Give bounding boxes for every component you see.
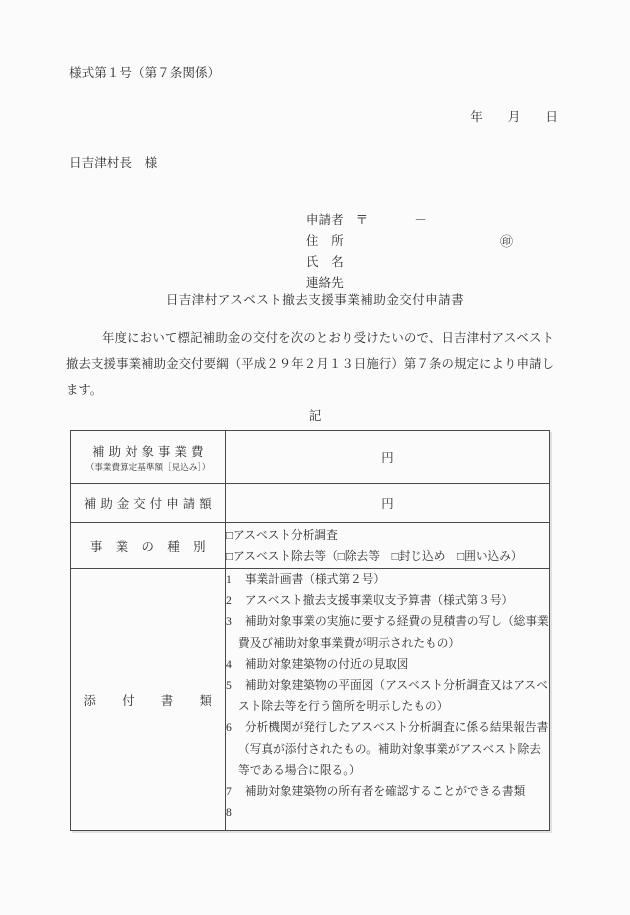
applicant-address-row bbox=[287, 210, 427, 248]
project-cost-label-cell bbox=[71, 431, 226, 484]
attachment-number: 8 bbox=[226, 806, 232, 820]
attachment-number: 4 bbox=[226, 657, 232, 671]
attachment-text: 補助対象建築物の付近の見取図 bbox=[244, 657, 409, 671]
date-day-label: 日 bbox=[545, 110, 558, 124]
applicant-label: 申請者 bbox=[305, 213, 344, 227]
attachments-label: 添 付 書 類 bbox=[83, 693, 213, 708]
attachment-item-4 bbox=[226, 654, 549, 675]
date-line bbox=[470, 106, 558, 125]
project-cost-sublabel: （事業費算定基準額［見込み］） bbox=[85, 461, 211, 472]
attachment-item-2 bbox=[226, 590, 549, 611]
project-type-label-cell bbox=[71, 523, 226, 569]
name-label: 氏 名 bbox=[305, 255, 344, 269]
applicant-block bbox=[287, 189, 514, 290]
row-project-cost bbox=[71, 431, 550, 484]
attachment-text: 事業計画書（様式第２号） bbox=[244, 573, 386, 586]
grant-amount-value-cell bbox=[226, 484, 550, 523]
attachment-text: 補助対象建築物の平面図（アスベスト分析調査又はアスベスト除去等を行う箇所を明示したもの） bbox=[238, 679, 548, 714]
project-cost-value-cell bbox=[226, 431, 550, 484]
contact-label: 連絡先 bbox=[305, 276, 344, 290]
address-label: 住 所 bbox=[305, 234, 344, 248]
attachment-text: 補助対象事業の実施に要する経費の見積書の写し（総事業費及び補助対象事業費が明示されたもの） bbox=[238, 615, 549, 650]
postal-mark-icon: 〒 bbox=[355, 213, 369, 227]
postal-code-dash: － bbox=[414, 213, 427, 227]
applicant-name-row bbox=[287, 231, 514, 269]
applicant-contact-row bbox=[287, 252, 427, 290]
application-table bbox=[70, 430, 550, 831]
option-removal-checkbox-line: □アスベスト除去等（□除去等 □封じ込め □囲い込み） bbox=[226, 549, 523, 563]
note-heading: 記 bbox=[308, 409, 322, 423]
attachment-item-3 bbox=[226, 611, 549, 653]
attachment-text: 補助対象建築物の所有者を確認することができる書類 bbox=[244, 785, 526, 799]
row-attachments bbox=[71, 569, 550, 831]
grant-amount-label-cell bbox=[71, 484, 226, 523]
attachment-text: 分析機関が発行したアスベスト分析調査に係る結果報告書（写真が添付されたもの。補助対象事業がアスベスト除去等である場合に限る。） bbox=[238, 721, 549, 777]
attachment-number: 7 bbox=[226, 785, 232, 799]
row-grant-amount bbox=[71, 484, 550, 523]
attachment-item-5 bbox=[226, 675, 549, 717]
attachment-item-6 bbox=[226, 717, 549, 781]
attachment-number: 2 bbox=[226, 594, 232, 608]
date-month-label: 月 bbox=[507, 110, 521, 124]
option-analysis-checkbox-line: □アスベスト分析調査 bbox=[226, 528, 338, 542]
attachment-number: 1 bbox=[226, 573, 232, 586]
grant-amount-unit: 円 bbox=[381, 497, 394, 511]
project-cost-label: 補 助 対 象 事 業 費 bbox=[92, 444, 204, 459]
attachment-item-8 bbox=[226, 802, 549, 823]
project-cost-unit: 円 bbox=[381, 451, 394, 465]
attachment-number: 6 bbox=[226, 721, 232, 735]
attachment-item-7 bbox=[226, 781, 549, 802]
applicant-postal-row bbox=[287, 189, 427, 227]
document-title: 日吉津村アスベスト撤去支援事業補助金交付申請書 bbox=[165, 293, 465, 307]
row-project-type bbox=[71, 523, 550, 569]
attachments-list-cell bbox=[226, 569, 550, 831]
attachment-number: 3 bbox=[226, 615, 232, 629]
attachment-number: 5 bbox=[226, 679, 232, 693]
seal-mark-icon: ㊞ bbox=[500, 234, 514, 249]
addressee: 日吉津村長 様 bbox=[69, 156, 158, 170]
body-paragraph: 年度において標記補助金の交付を次のとおり受けたいので、日吉津村アスベスト撤去支援事業補助金交付要綱（平成２９年２月１３日施行）第７条の規定により申請します。 bbox=[66, 331, 554, 397]
form-number: 様式第１号（第７条関係） bbox=[69, 66, 221, 80]
project-type-options-cell bbox=[226, 523, 550, 569]
attachment-item-1 bbox=[226, 569, 549, 590]
attachments-label-cell bbox=[71, 569, 226, 831]
date-year-label: 年 bbox=[470, 110, 483, 124]
project-type-label: 事 業 の 種 別 bbox=[89, 539, 206, 554]
grant-amount-label: 補 助 金 交 付 申 請 額 bbox=[83, 497, 213, 511]
attachment-text: アスベスト撤去支援事業収支予算書（様式第３号） bbox=[244, 594, 514, 608]
